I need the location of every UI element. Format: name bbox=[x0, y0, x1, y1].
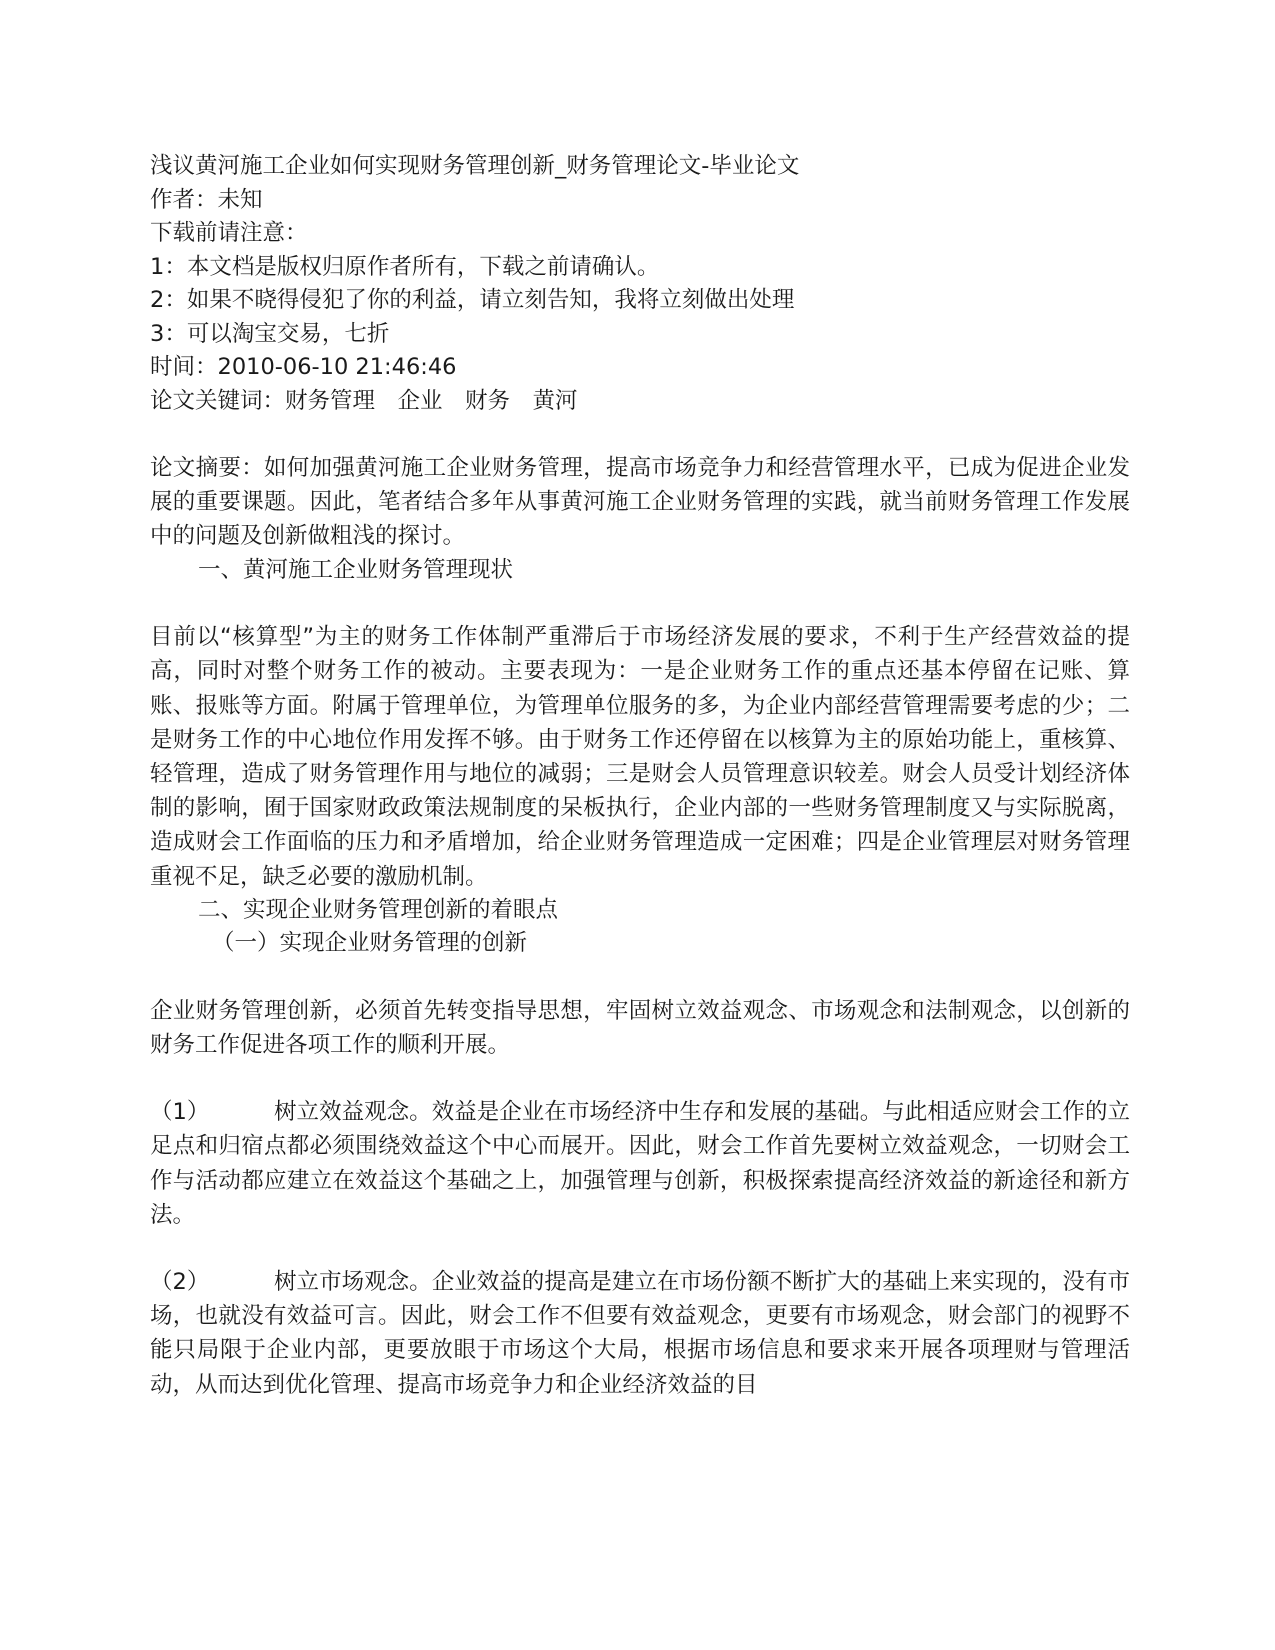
spacer bbox=[150, 1062, 1130, 1095]
keywords-line: 论文关键词：财务管理 企业 财务 黄河 bbox=[150, 387, 578, 414]
section-heading: 一、黄河施工企业财务管理现状 bbox=[198, 556, 514, 583]
item-text: 树立效益观念。效益是企业在市场经济中生存和发展的基础。与此相适应财会工作的立足点和归宿点都必须围绕效益这个中心而展开。因此，财会工作首先要树立效益观念，一切财会工作与活动都应建立在效益这个基础之上，加强管理与创新，积极探索提高经济效益的新途径和新方法。 bbox=[150, 1099, 1130, 1228]
document-page bbox=[150, 150, 1130, 1402]
spacer bbox=[150, 587, 1130, 620]
spacer bbox=[150, 961, 1130, 994]
section-paragraph: 目前以“核算型”为主的财务工作体制严重滞后于市场经济发展的要求，不利于生产经营效益的提高，同时对整个财务工作的被动。主要表现为：一是企业财务工作的重点还基本停留在记账、算账、报账等方面。附属于管理单位，为管理单位服务的多，为企业内部经营管理需要考虑的少；二是财务工作的中心地位作用发挥不够。由于财务工作还停留在以核算为主的原始功能上，重核算、轻管理，造成了财务管理作用与地位的减弱；三是财会人员管理意识较差。财会人员受计划经济体制的影响，囿于国家财政政策法规制度的呆板执行，企业内部的一些财务管理制度又与实际脱离，造成财会工作面临的压力和矛盾增加，给企业财务管理造成一定困难；四是企业管理层对财务管理重视不足，缺乏必要的激励机制。 bbox=[150, 624, 1130, 890]
spacer bbox=[150, 1232, 1130, 1265]
notice-item: 2：如果不晓得侵犯了你的利益，请立刻告知，我将立刻做出处理 bbox=[150, 287, 795, 313]
list-item bbox=[150, 1265, 1130, 1402]
spacer bbox=[150, 418, 1130, 451]
item-marker: （1） bbox=[150, 1099, 210, 1126]
author-line: 作者：未知 bbox=[150, 186, 263, 213]
document-title: 浅议黄河施工企业如何实现财务管理创新_财务管理论文-毕业论文 bbox=[150, 153, 800, 179]
list-item bbox=[150, 1095, 1130, 1232]
item-marker: （2） bbox=[150, 1268, 210, 1295]
time-line: 时间：2010-06-10 21:46:46 bbox=[150, 354, 457, 380]
subsection-paragraph: 企业财务管理创新，必须首先转变指导思想，牢固树立效益观念、市场观念和法制观念，以创新的财务工作促进各项工作的顺利开展。 bbox=[150, 997, 1130, 1058]
subsection-heading: （一）实现企业财务管理的创新 bbox=[212, 930, 528, 957]
item-text: 树立市场观念。企业效益的提高是建立在市场份额不断扩大的基础上来实现的，没有市场，也就没有效益可言。因此，财会工作不但要有效益观念，更要有市场观念，财会部门的视野不能只局限于企业内部，更要放眼于市场这个大局，根据市场信息和要求来开展各项理财与管理活动，从而达到优化管理、提高市场竞争力和企业经济效益的目 bbox=[150, 1268, 1130, 1398]
notice-heading: 下载前请注意： bbox=[150, 220, 308, 246]
abstract-paragraph: 论文摘要：如何加强黄河施工企业财务管理，提高市场竞争力和经营管理水平，已成为促进企业发展的重要课题。因此，笔者结合多年从事黄河施工企业财务管理的实践，就当前财务管理工作发展中的问题及创新做粗浅的探讨。 bbox=[150, 455, 1130, 550]
notice-item: 3：可以淘宝交易，七折 bbox=[150, 320, 390, 347]
section-heading: 二、实现企业财务管理创新的着眼点 bbox=[198, 896, 559, 923]
notice-item: 1：本文档是版权归原作者所有，下载之前请确认。 bbox=[150, 253, 660, 280]
